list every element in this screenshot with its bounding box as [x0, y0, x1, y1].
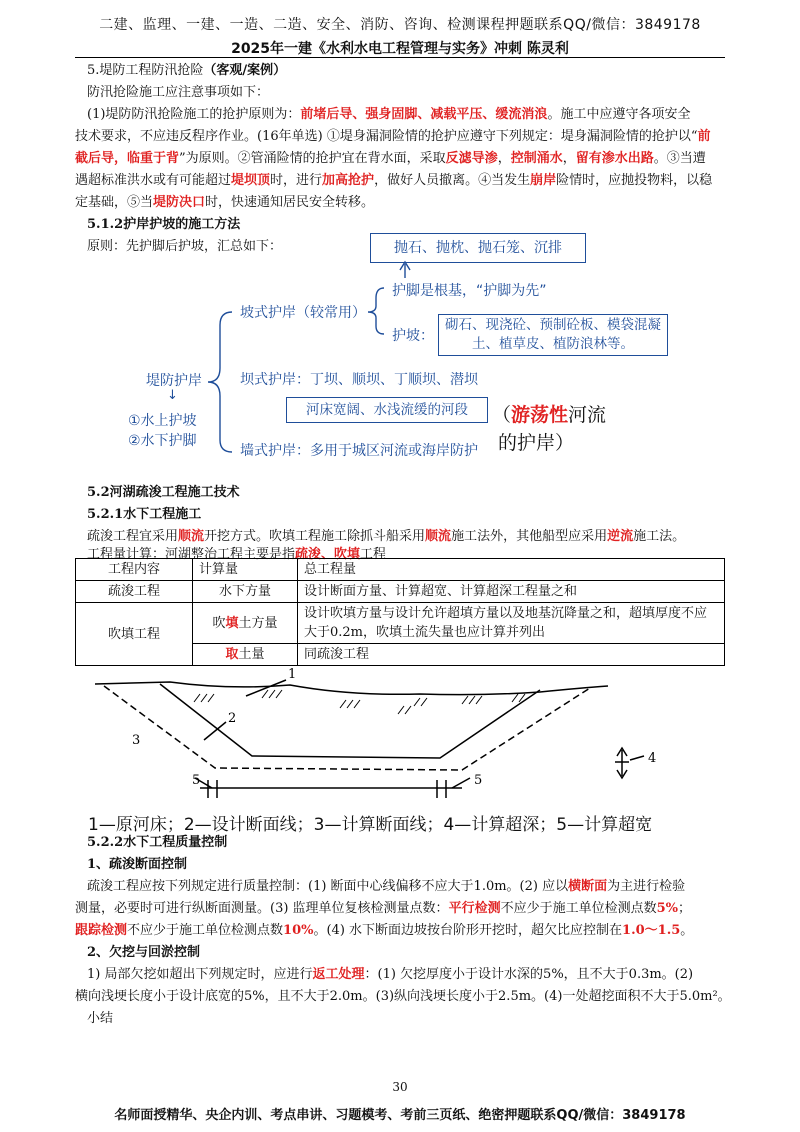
slope-protection-methods-line2: 土、植草皮、植防浪林等。: [472, 336, 634, 352]
bank-protection-diagram: [0, 0, 800, 470]
wandering-river-note-line1: [492, 400, 606, 427]
subsection-1-title: 1、疏浚断面控制: [87, 857, 188, 872]
section-5-1-2-title: 5.1.2护岸护坡的施工方法: [87, 217, 241, 232]
section-5-2-2-title: 5.2.2水下工程质量控制: [87, 835, 228, 850]
figure-legend: 1—原河床；2—设计断面线；3—计算断面线；4—计算超深；5—计算超宽: [88, 815, 653, 835]
table-cell: 疏浚工程: [76, 581, 193, 603]
table-header-cell: 工程内容: [76, 559, 193, 581]
text: 施工法。: [633, 529, 686, 544]
highlight: 留有渗水出路: [575, 151, 654, 166]
section-5-2-2: [75, 832, 735, 1030]
highlight: 5%: [656, 901, 678, 916]
text: 土量: [238, 647, 265, 662]
highlight: 取: [225, 647, 239, 662]
subsection-2-para-1: [75, 964, 735, 986]
section-5-1-2-principle: 原则：先护脚后护坡，汇总如下：: [87, 239, 283, 254]
highlight: 游荡性: [511, 404, 569, 426]
text: 疏浚工程应按下列规定进行质量控制：(1) 断面中心线偏移不应大于1.0m。(2) 应以: [87, 879, 569, 894]
highlight: 前堵后导、强身固脚、减载平压、缓流消浪: [300, 107, 548, 122]
wall-type-label: 墙式护岸：多用于城区河流或海岸防护: [240, 443, 478, 459]
subsection-2-para-2: 横向浅埂长度小于设计底宽的5%，且不大于2.0m。(3)纵向浅埂长度小于2.5m。(4)一处超挖面积不大于5.0m²。: [75, 989, 731, 1004]
text: 。施工中应遵守各项安全: [547, 107, 691, 122]
section-5-2-title: 5.2河湖疏浚工程施工技术: [87, 485, 240, 500]
slope-protection-methods-box: [438, 314, 668, 356]
text: ；: [678, 901, 692, 916]
document-title: 2025年一建《水利水电工程管理与实务》冲刺 陈灵利: [231, 41, 569, 57]
subsection-1-para-3: [75, 920, 735, 942]
text: 定基础，⑤当: [75, 195, 154, 210]
text: 。③当遭: [653, 151, 706, 166]
text: ”为原则。②管涌险情的抢护宜在背水面，采取: [179, 151, 446, 166]
text: 土方量: [238, 615, 278, 631]
text: 不应少于施工单位检测点数: [127, 923, 284, 938]
label-4: 4: [648, 751, 657, 766]
highlight: 顺流: [178, 529, 205, 544]
wandering-river-note-line2: 的护岸）: [498, 432, 575, 454]
text: (1)堤防防汛抢险施工的抢护原则为：: [87, 107, 301, 122]
label-3: 3: [132, 733, 141, 748]
foot-protection-methods: 抛石、抛枕、抛石笼、沉排: [394, 240, 562, 256]
table-row: [76, 603, 725, 644]
table-header-cell: 计算量: [193, 559, 298, 581]
highlight: 横断面: [568, 879, 608, 894]
table-cell: 设计断面方量、计算超宽、计算超深工程量之和: [298, 581, 725, 603]
foot-first-note: 护脚是根基，“护脚为先”: [392, 283, 547, 299]
highlight: 疏浚、吹填: [295, 547, 361, 562]
table-cell: 吹填工程: [76, 603, 193, 666]
highlight: 控制涌水: [510, 151, 563, 166]
text: ，: [497, 151, 511, 166]
down-arrow-icon: ↓: [167, 388, 178, 403]
text: 遇超标准洪水或有可能超过: [75, 173, 232, 188]
text: 为主进行检验: [607, 879, 686, 894]
highlight: 顺流: [425, 529, 452, 544]
highlight: 堤防决口: [153, 195, 206, 210]
text: 不应少于施工单位检测点数: [500, 901, 657, 916]
slope-protection-methods-line1: 砌石、现浇砼、预制砼板、模袋混凝: [445, 317, 661, 333]
label-5-right: 5: [474, 773, 483, 788]
section-5-2: [75, 482, 735, 566]
table-row: [76, 559, 725, 581]
label-1: 1: [288, 667, 297, 682]
section-5-2-1-title: 5.2.1水下工程施工: [87, 507, 202, 522]
table-cell: [298, 603, 725, 644]
dam-type-label: 坝式护岸：丁坝、顺坝、丁顺坝、潜坝: [240, 372, 478, 388]
text: 技术要求，不应违反程序作业。(16年单选) ①堤身漏洞险情的抢护应遵守下列规定：堤身漏洞险情的抢护以“: [75, 129, 698, 144]
highlight: 返工处理: [312, 967, 365, 982]
text: 吹: [212, 615, 226, 631]
text: 险情时，应抛投物料，以稳: [556, 173, 713, 188]
text: 工程量计算：河湖整治工程主要是指: [87, 547, 296, 562]
text: 。(4) 水下断面边坡按台阶形开挖时，超欠比应控制在: [313, 923, 623, 938]
text: 施工法外，其他船型应采用: [451, 529, 608, 544]
highlight: 截后导，临重于背: [75, 151, 180, 166]
text: 。: [680, 923, 694, 938]
text: 大于0.2m，吹填土流失量也应计算并列出: [304, 625, 546, 640]
text: ，: [562, 151, 576, 166]
section-5-title-text: 5.堤防工程防汛抢险: [87, 63, 204, 78]
highlight: 崩岸: [530, 173, 557, 188]
text: 工程: [360, 547, 387, 562]
subsection-1-para-2: [75, 898, 735, 920]
label-2: 2: [228, 711, 237, 726]
text: 1) 局部欠挖如超出下列规定时，应进行: [87, 967, 313, 982]
foot-protection-methods-box: [370, 233, 586, 263]
highlight: 平行检测: [448, 901, 501, 916]
subsection-1-para-1: [75, 876, 735, 898]
text: 河流: [568, 404, 607, 426]
section-5-title-tag: （客观/案例）: [203, 63, 287, 78]
text: （: [492, 404, 512, 426]
highlight: 填: [225, 615, 239, 631]
highlight: 10%: [283, 923, 314, 938]
text: 时，快速通知居民安全转移。: [205, 195, 375, 210]
table-cell: 水下方量: [193, 581, 298, 603]
text: ，做好人员撤离。④当发生: [374, 173, 531, 188]
highlight: 加高抢护: [322, 173, 375, 188]
diagram-sub-1: ①水上护坡: [128, 413, 197, 429]
text: 疏浚工程宜采用: [87, 529, 179, 544]
text: 设计吹填方量与设计允许超填方量以及地基沉降量之和，超填厚度不应: [304, 606, 708, 621]
section-5-intro: 防汛抢险施工应注意事项如下：: [87, 85, 270, 100]
text: 测量，必要时可进行纵断面测量。(3) 监理单位复核检测量点数：: [75, 901, 449, 916]
highlight: 堤坝顶: [231, 173, 271, 188]
table-cell: [193, 603, 298, 644]
text: 开挖方式。吹填工程施工除抓斗船采用: [204, 529, 426, 544]
subsection-2-title: 2、欠挖与回淤控制: [87, 945, 201, 960]
table-row: [76, 581, 725, 603]
diagram-root: 堤防护岸: [146, 373, 202, 389]
quantity-table: [75, 558, 725, 666]
highlight: 跟踪检测: [75, 923, 128, 938]
diagram-sub-2: ②水下护脚: [128, 433, 197, 449]
river-condition-box: [286, 397, 488, 423]
text: 时，进行: [270, 173, 323, 188]
summary-label: 小结: [87, 1011, 114, 1026]
slope-type-label: 坡式护岸（较常用）: [240, 305, 366, 321]
highlight: 逆流: [607, 529, 634, 544]
header-contact-line: 二建、监理、一建、一造、二造、安全、消防、咨询、检测课程押题联系QQ/微信：3849178: [99, 17, 701, 33]
highlight: 反滤导渗: [445, 151, 498, 166]
river-condition: 河床宽阔、水浅流缓的河段: [306, 402, 468, 418]
footer-contact-line: 名师面授精华、央企内训、考点串讲、习题模考、考前三页纸、绝密押题联系QQ/微信：3849178: [114, 1108, 686, 1123]
highlight: 前: [697, 129, 711, 144]
highlight: 1.0～1.5: [622, 923, 681, 938]
page-number: 30: [392, 1080, 408, 1094]
table-cell: 同疏浚工程: [298, 644, 725, 666]
slope-protection-label: 护坡：: [392, 328, 434, 344]
text: ：(1) 欠挖厚度小于设计水深的5%，且不大于0.3m。(2): [364, 967, 694, 982]
table-header-cell: 总工程量: [298, 559, 725, 581]
label-5-left: 5: [192, 773, 201, 788]
